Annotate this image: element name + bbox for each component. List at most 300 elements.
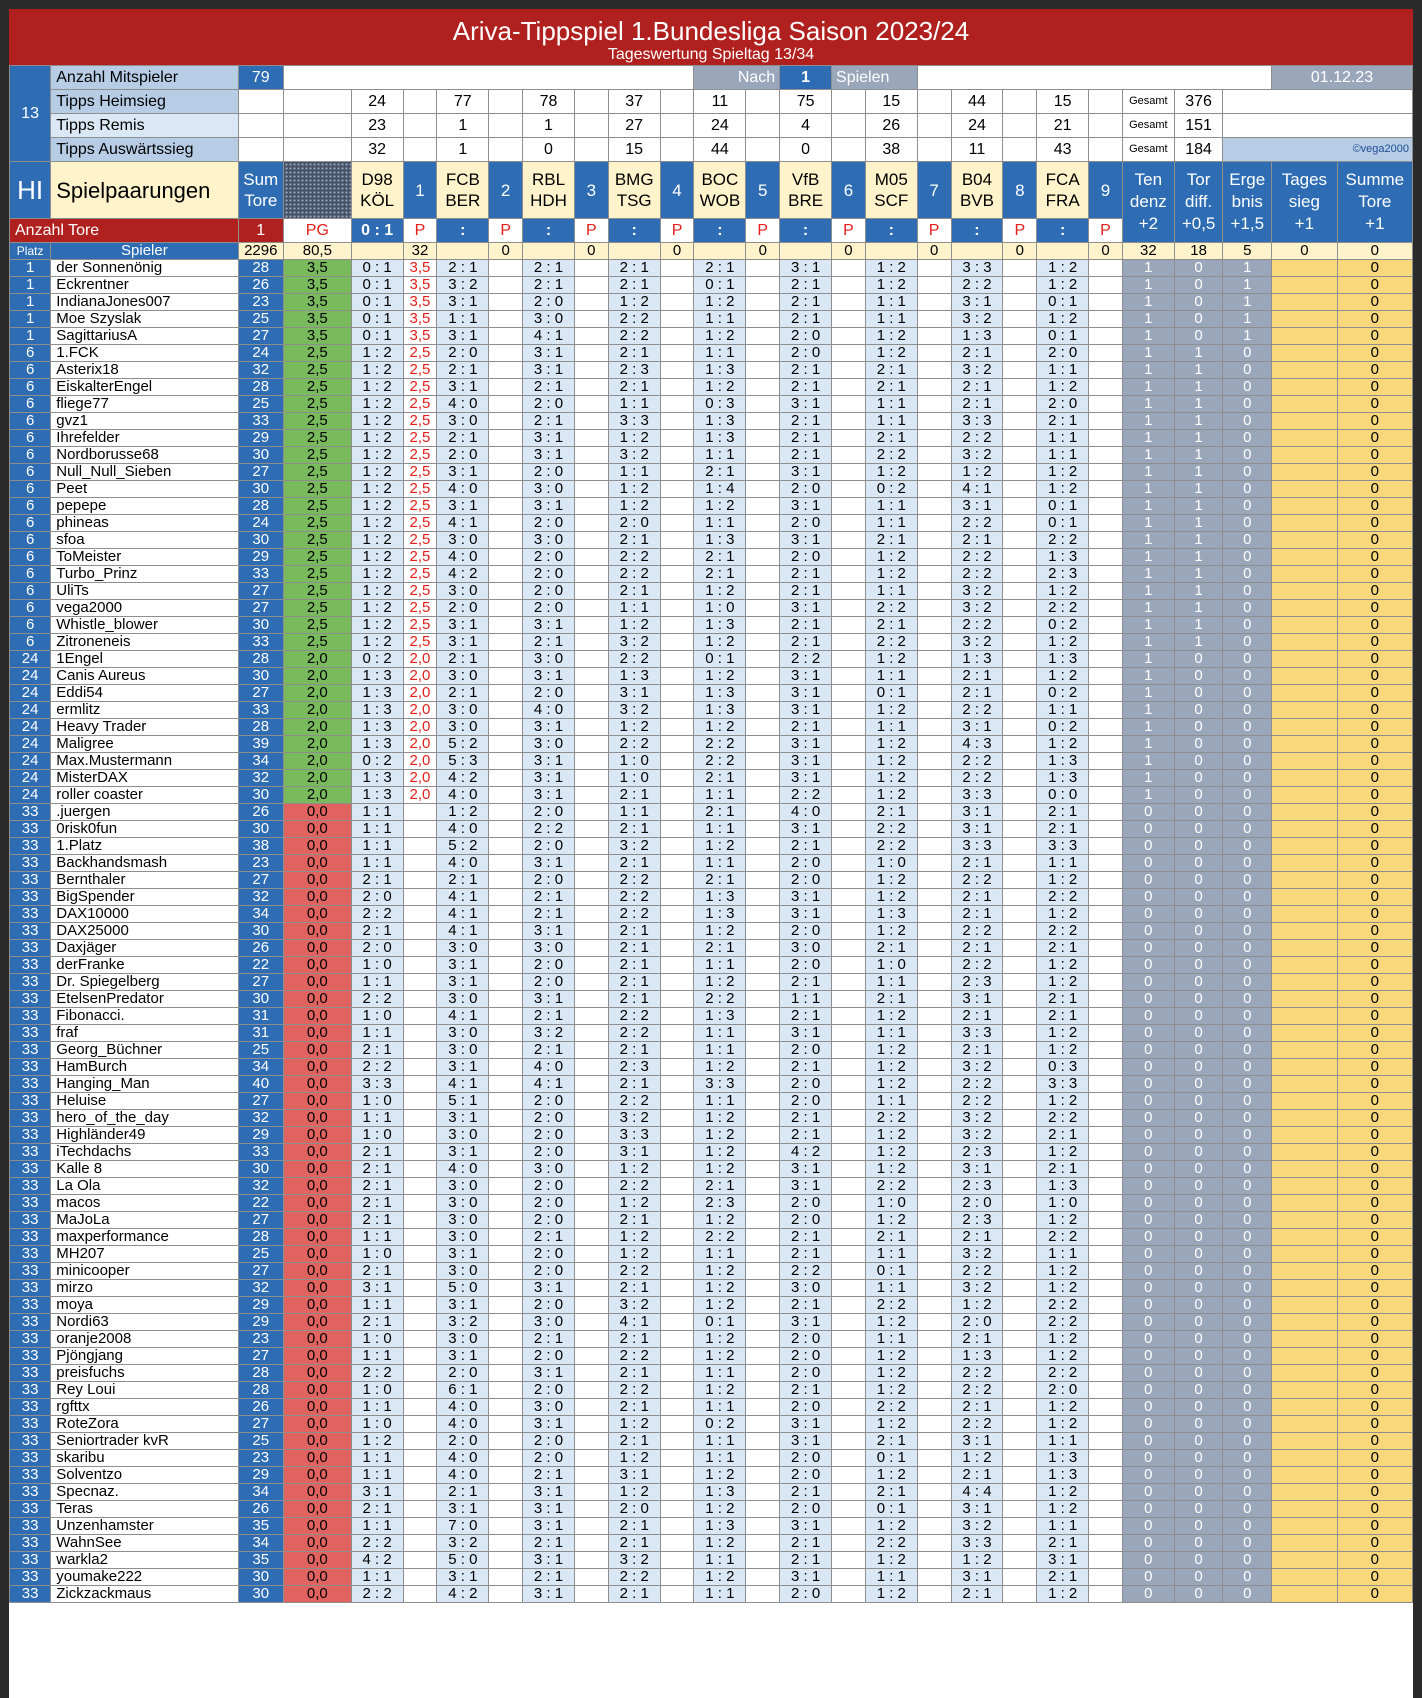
points-cell bbox=[1089, 1008, 1123, 1025]
tipp-cell: 0 : 2 bbox=[1037, 685, 1089, 702]
tendenz-cell: 0 bbox=[1122, 1093, 1174, 1110]
tendenz-cell: 1 bbox=[1122, 277, 1174, 294]
tipp-cell: 2 : 2 bbox=[608, 872, 660, 889]
team-pair: D98 KÖL bbox=[351, 162, 403, 219]
ergebnis-cell: 0 bbox=[1223, 532, 1272, 549]
ergebnis-cell: 0 bbox=[1223, 583, 1272, 600]
points-cell bbox=[403, 1552, 437, 1569]
points-cell bbox=[1003, 413, 1037, 430]
spieler-name: BigSpender bbox=[51, 889, 238, 906]
points-cell: 2,0 bbox=[403, 787, 437, 804]
points-cell bbox=[1089, 566, 1123, 583]
tagessieg-cell bbox=[1272, 957, 1338, 974]
blank bbox=[1089, 114, 1123, 138]
tipp-cell: 3 : 1 bbox=[437, 498, 489, 515]
spieler-name: Heluise bbox=[51, 1093, 238, 1110]
points-cell bbox=[1003, 872, 1037, 889]
points-cell bbox=[660, 1535, 694, 1552]
tipp-cell: 2 : 0 bbox=[780, 549, 832, 566]
points-cell bbox=[403, 1365, 437, 1382]
tipp-cell: 2 : 2 bbox=[351, 1365, 403, 1382]
tipp-cell: 2 : 1 bbox=[608, 1280, 660, 1297]
tendenz-cell: 0 bbox=[1122, 1297, 1174, 1314]
points-cell bbox=[1089, 872, 1123, 889]
blank bbox=[832, 90, 866, 114]
player-row bbox=[10, 1246, 1413, 1263]
tagessieg-cell bbox=[1272, 1399, 1338, 1416]
summe-tore-cell: 0 bbox=[1337, 889, 1412, 906]
player-row bbox=[10, 855, 1413, 872]
tipp-cell: 2 : 2 bbox=[1037, 1110, 1089, 1127]
tipp-cell: 2 : 0 bbox=[780, 1450, 832, 1467]
summe-tore-cell: 0 bbox=[1337, 1110, 1412, 1127]
platz-cell: 33 bbox=[10, 1518, 51, 1535]
points-cell bbox=[489, 821, 523, 838]
points-cell bbox=[489, 1076, 523, 1093]
tipp-cell: 1 : 1 bbox=[1037, 1246, 1089, 1263]
player-row bbox=[10, 838, 1413, 855]
points-cell bbox=[1089, 260, 1123, 277]
points-cell bbox=[574, 1195, 608, 1212]
points-cell bbox=[1089, 1552, 1123, 1569]
points-cell bbox=[746, 872, 780, 889]
tordiff-cell: 0 bbox=[1174, 906, 1223, 923]
sum-tore-cell: 28 bbox=[238, 379, 283, 396]
points-cell bbox=[1089, 940, 1123, 957]
tagessieg-cell bbox=[1272, 328, 1338, 345]
points-cell: 2,5 bbox=[403, 532, 437, 549]
points-cell bbox=[917, 753, 951, 770]
tipp-cell: 2 : 1 bbox=[1037, 1535, 1089, 1552]
points-cell bbox=[1089, 1263, 1123, 1280]
tipp-cell: 3 : 1 bbox=[437, 1348, 489, 1365]
blank bbox=[608, 243, 660, 260]
tagessieg-cell bbox=[1272, 311, 1338, 328]
platz-cell: 24 bbox=[10, 770, 51, 787]
tipp-cell: 2 : 2 bbox=[951, 277, 1003, 294]
spieler-name: Specnaz. bbox=[51, 1484, 238, 1501]
tipp-cell: 2 : 1 bbox=[780, 1484, 832, 1501]
points-cell bbox=[1089, 345, 1123, 362]
summe-tore-cell: 0 bbox=[1337, 260, 1412, 277]
tordiff-cell: 0 bbox=[1174, 1467, 1223, 1484]
points-cell bbox=[832, 872, 866, 889]
points-cell bbox=[746, 311, 780, 328]
tipp-cell: 1 : 1 bbox=[865, 1569, 917, 1586]
pg-cell: 2,5 bbox=[284, 481, 352, 498]
match-result: : bbox=[608, 219, 660, 243]
tipp-cell: 1 : 2 bbox=[608, 1195, 660, 1212]
points-cell bbox=[746, 974, 780, 991]
points-cell: 3,5 bbox=[403, 328, 437, 345]
pg-cell: 3,5 bbox=[284, 277, 352, 294]
tipp-cell: 1 : 2 bbox=[351, 532, 403, 549]
pg-cell: 0,0 bbox=[284, 1314, 352, 1331]
team-pair: FCB BER bbox=[437, 162, 489, 219]
points-cell bbox=[489, 1178, 523, 1195]
points-cell bbox=[832, 583, 866, 600]
tipp-cell: 0 : 1 bbox=[694, 1314, 746, 1331]
tordiff-cell: 1 bbox=[1174, 362, 1223, 379]
tipp-cell: 1 : 2 bbox=[694, 1569, 746, 1586]
points-cell bbox=[403, 1161, 437, 1178]
platz-cell: 6 bbox=[10, 532, 51, 549]
tipp-cell: 3 : 1 bbox=[951, 719, 1003, 736]
spieler-name: MaJoLa bbox=[51, 1212, 238, 1229]
ergebnis-cell: 0 bbox=[1223, 821, 1272, 838]
tipp-sheet bbox=[9, 9, 1413, 1698]
points-cell bbox=[574, 1552, 608, 1569]
points-cell bbox=[746, 1586, 780, 1603]
sum-tore-cell: 26 bbox=[238, 1501, 283, 1518]
pg-cell: 0,0 bbox=[284, 991, 352, 1008]
tipp-cell: 1 : 2 bbox=[351, 515, 403, 532]
tagessieg-cell bbox=[1272, 889, 1338, 906]
tipp-cell: 1 : 2 bbox=[351, 362, 403, 379]
tipp-cell: 0 : 1 bbox=[351, 260, 403, 277]
points-cell bbox=[917, 923, 951, 940]
tipp-cell: 1 : 2 bbox=[694, 923, 746, 940]
points-cell: 2,5 bbox=[403, 634, 437, 651]
summe-tore-cell: 0 bbox=[1337, 702, 1412, 719]
points-cell bbox=[1089, 719, 1123, 736]
points-cell bbox=[574, 1246, 608, 1263]
pg-cell: 0,0 bbox=[284, 855, 352, 872]
tipp-cell: 2 : 2 bbox=[951, 923, 1003, 940]
match-count: 0 bbox=[1089, 243, 1123, 260]
points-cell bbox=[1003, 532, 1037, 549]
blank bbox=[351, 243, 403, 260]
platz-cell: 6 bbox=[10, 617, 51, 634]
ergebnis-cell: 0 bbox=[1223, 872, 1272, 889]
tipp-cell: 2 : 0 bbox=[780, 1042, 832, 1059]
tipps-heimsieg-row bbox=[10, 90, 1413, 114]
platz-cell: 33 bbox=[10, 1195, 51, 1212]
points-cell bbox=[746, 1246, 780, 1263]
points-cell bbox=[832, 923, 866, 940]
spieler-name: HamBurch bbox=[51, 1059, 238, 1076]
points-cell bbox=[1003, 1263, 1037, 1280]
points-cell bbox=[1003, 1127, 1037, 1144]
sum-tore-cell: 30 bbox=[238, 668, 283, 685]
tipp-value: 78 bbox=[523, 90, 575, 114]
tipp-cell: 2 : 1 bbox=[608, 974, 660, 991]
points-cell bbox=[746, 668, 780, 685]
tipp-cell: 1 : 1 bbox=[694, 957, 746, 974]
tendenz-cell: 0 bbox=[1122, 1501, 1174, 1518]
points-cell bbox=[489, 1433, 523, 1450]
tendenz-cell: 0 bbox=[1122, 1314, 1174, 1331]
sum-tore-cell: 25 bbox=[238, 1246, 283, 1263]
player-row bbox=[10, 1314, 1413, 1331]
tipp-cell: 3 : 1 bbox=[437, 634, 489, 651]
tordiff-cell: 1 bbox=[1174, 617, 1223, 634]
tipp-cell: 2 : 1 bbox=[523, 889, 575, 906]
points-cell bbox=[574, 1331, 608, 1348]
points-cell bbox=[574, 1433, 608, 1450]
sum-tore-cell: 30 bbox=[238, 991, 283, 1008]
tipp-cell: 2 : 2 bbox=[951, 430, 1003, 447]
tordiff-cell: 0 bbox=[1174, 1348, 1223, 1365]
tipp-cell: 2 : 0 bbox=[523, 1212, 575, 1229]
points-cell bbox=[832, 753, 866, 770]
platz-cell: 33 bbox=[10, 1263, 51, 1280]
tipp-cell: 3 : 1 bbox=[608, 1467, 660, 1484]
summe-tore-cell: 0 bbox=[1337, 396, 1412, 413]
tipp-cell: 1 : 2 bbox=[865, 1586, 917, 1603]
points-cell bbox=[832, 260, 866, 277]
tipp-cell: 2 : 1 bbox=[780, 1535, 832, 1552]
tagessieg-cell bbox=[1272, 651, 1338, 668]
tipp-cell: 2 : 0 bbox=[437, 600, 489, 617]
spieler-name: Rey Loui bbox=[51, 1382, 238, 1399]
points-cell bbox=[489, 1280, 523, 1297]
tipp-cell: 2 : 2 bbox=[951, 702, 1003, 719]
points-cell bbox=[1003, 1569, 1037, 1586]
points-cell: 2,0 bbox=[403, 753, 437, 770]
points-cell bbox=[660, 1484, 694, 1501]
tipp-cell: 1 : 2 bbox=[865, 566, 917, 583]
platz-cell: 33 bbox=[10, 1144, 51, 1161]
tipp-cell: 2 : 2 bbox=[1037, 1297, 1089, 1314]
tipp-cell: 2 : 0 bbox=[780, 515, 832, 532]
summe-tore-cell: 0 bbox=[1337, 345, 1412, 362]
points-cell bbox=[574, 753, 608, 770]
points-cell: 2,0 bbox=[403, 719, 437, 736]
tipp-cell: 3 : 3 bbox=[1037, 1076, 1089, 1093]
tipp-cell: 2 : 2 bbox=[951, 957, 1003, 974]
sum-tore-cell: 32 bbox=[238, 1110, 283, 1127]
player-row bbox=[10, 481, 1413, 498]
points-cell bbox=[917, 260, 951, 277]
tordiff-cell: 1 bbox=[1174, 413, 1223, 430]
tipp-cell: 2 : 2 bbox=[608, 1178, 660, 1195]
tipp-cell: 2 : 1 bbox=[780, 719, 832, 736]
tipp-cell: 2 : 0 bbox=[951, 1314, 1003, 1331]
tordiff-cell: 0 bbox=[1174, 1535, 1223, 1552]
tipp-value: 44 bbox=[951, 90, 1003, 114]
tipp-cell: 2 : 1 bbox=[608, 583, 660, 600]
sum-tore-cell: 27 bbox=[238, 600, 283, 617]
tipp-cell: 5 : 2 bbox=[437, 736, 489, 753]
tipp-cell: 2 : 1 bbox=[951, 532, 1003, 549]
tipp-cell: 2 : 0 bbox=[523, 549, 575, 566]
points-cell bbox=[746, 1008, 780, 1025]
tendenz-cell: 0 bbox=[1122, 1450, 1174, 1467]
points-cell bbox=[489, 1348, 523, 1365]
player-row bbox=[10, 1450, 1413, 1467]
points-cell bbox=[574, 1569, 608, 1586]
ergebnis-cell: 0 bbox=[1223, 974, 1272, 991]
blank bbox=[238, 90, 283, 114]
points-cell bbox=[574, 1535, 608, 1552]
points-cell bbox=[660, 515, 694, 532]
player-row bbox=[10, 634, 1413, 651]
tipp-cell: 4 : 1 bbox=[437, 1008, 489, 1025]
points-cell bbox=[746, 1450, 780, 1467]
sum-tore-cell: 29 bbox=[238, 549, 283, 566]
tipp-cell: 1 : 2 bbox=[351, 583, 403, 600]
points-cell bbox=[917, 515, 951, 532]
spieler-name: der Sonnenönig bbox=[51, 260, 238, 277]
tipp-cell: 1 : 1 bbox=[865, 1025, 917, 1042]
tipp-cell: 2 : 1 bbox=[780, 413, 832, 430]
points-cell bbox=[489, 1127, 523, 1144]
tipp-cell: 2 : 1 bbox=[865, 1229, 917, 1246]
tipp-cell: 3 : 0 bbox=[437, 1212, 489, 1229]
sum-tore-cell: 29 bbox=[238, 430, 283, 447]
ergebnis-cell: 0 bbox=[1223, 430, 1272, 447]
tipp-cell: 1 : 0 bbox=[1037, 1195, 1089, 1212]
pg-cell: 2,0 bbox=[284, 736, 352, 753]
tipp-cell: 3 : 1 bbox=[437, 1059, 489, 1076]
tagessieg-cell bbox=[1272, 1569, 1338, 1586]
tipp-cell: 0 : 3 bbox=[694, 396, 746, 413]
sum-tore-cell: 23 bbox=[238, 855, 283, 872]
spieler-name: Unzenhamster bbox=[51, 1518, 238, 1535]
points-cell: 2,5 bbox=[403, 515, 437, 532]
platz-cell: 6 bbox=[10, 413, 51, 430]
spieler-name: Highländer49 bbox=[51, 1127, 238, 1144]
points-cell bbox=[574, 294, 608, 311]
tipp-cell: 2 : 0 bbox=[437, 1433, 489, 1450]
points-cell bbox=[832, 1229, 866, 1246]
points-cell bbox=[574, 957, 608, 974]
summe-tore-cell: 0 bbox=[1337, 1246, 1412, 1263]
spieler-name: EiskalterEngel bbox=[51, 379, 238, 396]
tordiff-cell: 1 bbox=[1174, 430, 1223, 447]
tipp-cell: 2 : 1 bbox=[780, 1127, 832, 1144]
summe-tore-cell: 0 bbox=[1337, 923, 1412, 940]
tipp-cell: 2 : 1 bbox=[951, 889, 1003, 906]
points-cell bbox=[832, 821, 866, 838]
sum-tore-cell: 27 bbox=[238, 464, 283, 481]
tipp-cell: 1 : 2 bbox=[951, 1297, 1003, 1314]
tipp-cell: 3 : 1 bbox=[780, 668, 832, 685]
points-cell bbox=[1089, 1348, 1123, 1365]
points-cell bbox=[489, 634, 523, 651]
tipp-cell: 0 : 2 bbox=[351, 753, 403, 770]
pg-cell: 0,0 bbox=[284, 1195, 352, 1212]
sum-tore-cell: 30 bbox=[238, 1569, 283, 1586]
tordiff-cell: 0 bbox=[1174, 1229, 1223, 1246]
tagessieg-cell bbox=[1272, 1059, 1338, 1076]
tipp-cell: 1 : 3 bbox=[865, 906, 917, 923]
tipp-cell: 1 : 1 bbox=[694, 1025, 746, 1042]
player-row bbox=[10, 719, 1413, 736]
tipp-cell: 3 : 0 bbox=[523, 481, 575, 498]
tipp-cell: 2 : 0 bbox=[780, 345, 832, 362]
tipp-cell: 3 : 0 bbox=[437, 1195, 489, 1212]
tipp-value: 43 bbox=[1037, 138, 1089, 162]
tipp-cell: 2 : 2 bbox=[951, 566, 1003, 583]
spieler-name: moya bbox=[51, 1297, 238, 1314]
spieler-name: sfoa bbox=[51, 532, 238, 549]
match-number: 7 bbox=[917, 162, 951, 219]
tipp-cell: 1 : 1 bbox=[694, 1246, 746, 1263]
points-cell bbox=[489, 1416, 523, 1433]
tipp-cell: 1 : 3 bbox=[694, 1008, 746, 1025]
points-cell: 2,0 bbox=[403, 651, 437, 668]
tipp-cell: 2 : 0 bbox=[523, 1297, 575, 1314]
tipp-cell: 3 : 3 bbox=[951, 260, 1003, 277]
points-cell bbox=[403, 1059, 437, 1076]
tipp-cell: 1 : 2 bbox=[1037, 1501, 1089, 1518]
sum-tore-cell: 26 bbox=[238, 940, 283, 957]
points-cell bbox=[660, 1467, 694, 1484]
tipp-cell: 2 : 1 bbox=[351, 1144, 403, 1161]
points-cell bbox=[746, 1110, 780, 1127]
points-cell bbox=[832, 1042, 866, 1059]
points-cell bbox=[917, 1059, 951, 1076]
points-cell bbox=[660, 600, 694, 617]
tipp-cell: 3 : 1 bbox=[523, 1484, 575, 1501]
sum-tore-cell: 30 bbox=[238, 787, 283, 804]
pg-cell: 0,0 bbox=[284, 1161, 352, 1178]
tipp-cell: 2 : 1 bbox=[951, 906, 1003, 923]
points-cell bbox=[1089, 906, 1123, 923]
points-cell bbox=[746, 1467, 780, 1484]
tordiff-cell: 0 bbox=[1174, 855, 1223, 872]
spieler-name: UliTs bbox=[51, 583, 238, 600]
points-cell bbox=[917, 1518, 951, 1535]
tendenz-cell: 0 bbox=[1122, 1467, 1174, 1484]
points-cell bbox=[403, 855, 437, 872]
sum-tore-cell: 32 bbox=[238, 1178, 283, 1195]
points-cell bbox=[489, 1025, 523, 1042]
spieler-name: SagittariusA bbox=[51, 328, 238, 345]
tipp-cell: 4 : 0 bbox=[437, 481, 489, 498]
tendenz-cell: 0 bbox=[1122, 1229, 1174, 1246]
ergebnis-cell: 0 bbox=[1223, 345, 1272, 362]
platz-cell: 33 bbox=[10, 1535, 51, 1552]
points-cell bbox=[917, 872, 951, 889]
tipp-cell: 3 : 0 bbox=[523, 651, 575, 668]
ergebnis-cell: 0 bbox=[1223, 1110, 1272, 1127]
points-cell bbox=[403, 1212, 437, 1229]
platz-header: Platz bbox=[10, 243, 51, 260]
tipp-cell: 4 : 0 bbox=[437, 1416, 489, 1433]
points-cell bbox=[1089, 1535, 1123, 1552]
spieler-name: iTechdachs bbox=[51, 1144, 238, 1161]
points-cell bbox=[489, 685, 523, 702]
points-cell bbox=[489, 1382, 523, 1399]
points-cell bbox=[832, 1025, 866, 1042]
blank bbox=[238, 114, 283, 138]
tipp-cell: 3 : 0 bbox=[523, 1161, 575, 1178]
points-cell bbox=[917, 1501, 951, 1518]
tipp-cell: 2 : 1 bbox=[608, 1535, 660, 1552]
tipp-cell: 3 : 2 bbox=[608, 838, 660, 855]
spieler-name: Seniortrader kvR bbox=[51, 1433, 238, 1450]
pg-cell: 2,5 bbox=[284, 566, 352, 583]
tipp-cell: 2 : 0 bbox=[523, 1144, 575, 1161]
tipp-cell: 2 : 2 bbox=[865, 838, 917, 855]
points-cell bbox=[917, 498, 951, 515]
platz-cell: 6 bbox=[10, 515, 51, 532]
spieler-name: DAX25000 bbox=[51, 923, 238, 940]
spieler-name: Canis Aureus bbox=[51, 668, 238, 685]
tipp-cell: 2 : 0 bbox=[523, 685, 575, 702]
points-cell: 2,5 bbox=[403, 345, 437, 362]
sum-tore-cell: 23 bbox=[238, 1450, 283, 1467]
points-cell: 2,5 bbox=[403, 396, 437, 413]
points-cell bbox=[832, 1297, 866, 1314]
summe-tore-cell: 0 bbox=[1337, 583, 1412, 600]
tagessieg-cell bbox=[1272, 1093, 1338, 1110]
player-row bbox=[10, 736, 1413, 753]
points-cell bbox=[660, 838, 694, 855]
